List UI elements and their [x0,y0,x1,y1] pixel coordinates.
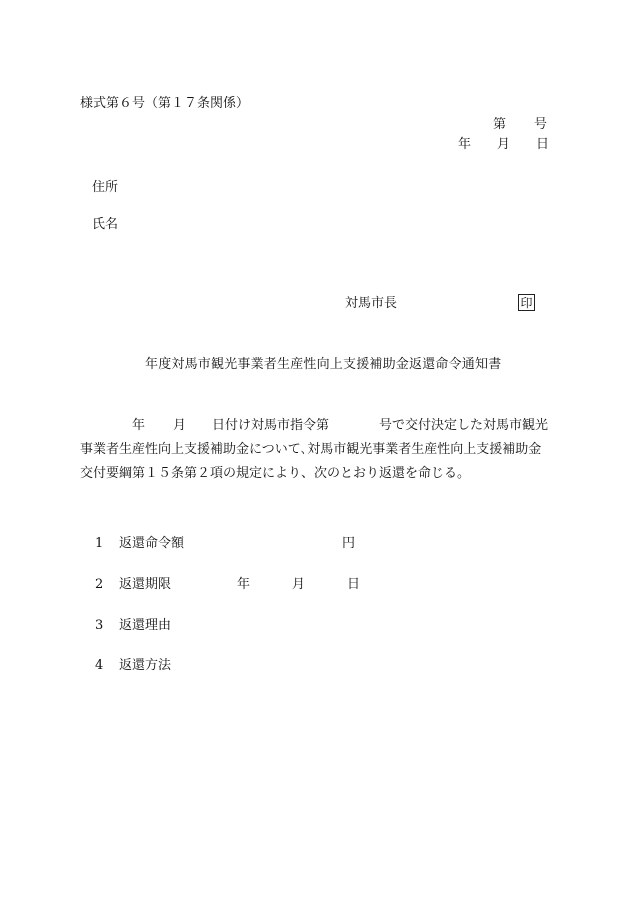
body-text-b: 号で交付決定した対馬市観光 [379,418,549,433]
yen-unit: 円 [342,536,356,551]
item-label: 返還期限 [119,577,172,592]
item-refund-method [95,659,171,672]
body-line-3: 交付要綱第１５条第２項の規定により、次のとおり返還を命じる。 [80,466,471,481]
item-number: 2 [95,577,104,592]
name-label: 氏名 [92,217,119,232]
address-label: 住所 [92,180,119,195]
item-list [95,537,395,677]
item-number: 1 [95,536,104,551]
doc-number-dai: 第 [493,117,507,132]
document-number [493,118,547,131]
deadline-year: 年 [237,577,251,592]
item-refund-deadline [95,578,360,591]
body-line-2: 事業者生産性向上支援補助金について､対馬市観光事業者生産性向上支援補助金 [80,442,542,457]
item-label: 返還方法 [119,658,172,673]
date-year: 年 [458,137,472,152]
item-number: 4 [95,658,104,673]
deadline-day: 日 [347,577,361,592]
doc-number-go: 号 [534,117,548,132]
item-label: 返還理由 [119,618,172,633]
issuer-title: 対馬市長 [345,296,398,311]
item-refund-amount [95,537,355,550]
body-text [80,414,552,486]
item-refund-reason [95,619,171,632]
date-month: 月 [497,137,511,152]
item-label: 返還命令額 [119,536,185,551]
body-year: 年 [132,418,146,433]
seal-mark: 印 [518,294,535,311]
form-number: 様式第６号（第１７条関係） [80,96,250,111]
deadline-month: 月 [292,577,306,592]
document-title: 年度対馬市観光事業者生産性向上支援補助金返還命令通知書 [145,357,502,372]
body-text-a: 日付け対馬市指令第 [212,418,330,433]
body-month: 月 [173,418,187,433]
date-day: 日 [536,137,550,152]
issue-date [458,138,549,151]
item-number: 3 [95,618,104,633]
body-line-1 [80,414,552,438]
